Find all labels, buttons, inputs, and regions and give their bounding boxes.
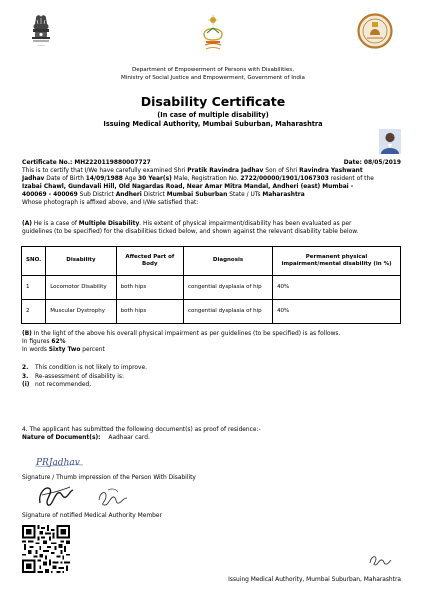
certificate-subtitle: (In case of multiple disability) (157, 111, 269, 119)
condition-text: Re-assessment of disability is: (35, 374, 124, 380)
table-cell: congential dysplasia of hip (184, 276, 273, 300)
body-text: . His extent of physical impairment/disability has been evaluated as per (139, 221, 352, 227)
condition-text: This condition is not likely to improve. (35, 365, 147, 371)
documents-line: 4. The applicant has submitted the following document(s) as proof of residence:- (22, 427, 261, 433)
state-emblem-icon (196, 14, 230, 52)
condition-3-i (22, 381, 91, 389)
body-line-5: Whose photograph is affixed above, and I/We satisfied that: (22, 200, 199, 206)
table-cell: 2 (22, 300, 46, 324)
certificate-number-label: Certificate No.: (22, 160, 73, 166)
body-text: District (141, 192, 167, 198)
sub-district: Andheri (115, 192, 142, 198)
body-text: Sub District (77, 192, 116, 198)
table-cell: both hips (116, 276, 183, 300)
table-cell: congential dysplasia of hip (184, 300, 273, 324)
national-emblem-icon (28, 14, 54, 48)
svg-text:PRJadhav: PRJadhav (36, 458, 80, 468)
table-cell: Muscular Dystrophy (46, 300, 116, 324)
certificate-title: Disability Certificate (140, 94, 286, 109)
table-header: Disability (46, 247, 116, 276)
body-line-3 (22, 183, 353, 191)
table-cell: Locomotor Disability (46, 276, 116, 300)
medical-authority-signature-2 (96, 486, 130, 508)
applicant-photo (379, 129, 401, 154)
address: Izabai Chawl, Gundavali Hill, Old Nagardas Road, Near Amar Mitra Mandal, Andheri (east) Mumbai - (22, 184, 354, 190)
condition-number: 2. (22, 365, 29, 371)
body-text: resident of the (328, 176, 374, 182)
certificate-date-label: Date: (343, 160, 362, 166)
applicant-signature (34, 454, 84, 468)
table-cell: 1 (22, 276, 46, 300)
issuing-authority-footer: Issuing Medical Authority, Mumbai Suburban, Maharashtra (228, 577, 401, 583)
applicant-name: Pratik Ravindra Jadhav (187, 168, 264, 174)
words-suffix: percent (80, 347, 105, 353)
district: Mumbai Suburban (166, 192, 228, 198)
pincode: 400069 - 400069 (22, 192, 78, 198)
body-line-2 (22, 175, 374, 183)
medical-authority-caption: Signature of notified Medical Authority Member (22, 513, 162, 519)
section-b-words (22, 346, 105, 354)
words-label: In words (22, 347, 49, 353)
body-line-1 (22, 167, 363, 175)
disability-type: Multiple Disability (78, 221, 140, 227)
section-b-label: (B) (22, 331, 32, 337)
table-cell: both hips (116, 300, 183, 324)
issuing-authority-title: Issuing Medical Authority, Mumbai Suburban, Maharashtra (103, 120, 323, 128)
words-value: Sixty Two (48, 347, 81, 353)
condition-number: 3. (22, 374, 29, 380)
header-line-1: Department of Empowerment of Persons with Disabilities, (132, 67, 294, 73)
table-cell: 40% (273, 276, 401, 300)
documents-nature (22, 434, 150, 442)
condition-text: not recommended, (35, 382, 92, 388)
age: 30 Year(s) (138, 176, 172, 182)
body-text: He is a case of (31, 221, 79, 227)
table-header: SNO. (22, 247, 46, 276)
table-header: Permanent physical impairment/mental disability (in %) (273, 247, 401, 276)
issuing-authority-signature (368, 553, 392, 567)
section-b-line-1 (22, 330, 340, 338)
qr-code-icon (22, 525, 70, 573)
svg-text:~~~: ~~~ (37, 43, 45, 47)
table-header: Diagnosis (184, 247, 273, 276)
figures-value: 62% (51, 339, 66, 345)
section-a-line-1 (22, 220, 351, 228)
section-a-line-2: guidelines (to be specified) for the disabilities ticked below, and shown against the relevant disability table below. (22, 229, 359, 235)
table-header-row (22, 247, 401, 276)
condition-3 (22, 373, 124, 381)
body-text: Son of Shri (263, 168, 300, 174)
table-header: Affected Part of Body (116, 247, 183, 276)
municipal-seal-icon (357, 13, 393, 49)
table-row (22, 300, 401, 324)
body-text: State / UTs (227, 192, 263, 198)
body-text: This is to certify that I/We have carefully examined Shri (22, 168, 188, 174)
certificate-date (344, 159, 401, 167)
section-b-figures (22, 338, 66, 346)
section-a-label: (A) (22, 221, 32, 227)
certificate-number-value: MH2220119880007727 (74, 160, 151, 166)
certificate-number (22, 159, 151, 167)
condition-2 (22, 364, 147, 372)
date-of-birth: 14/09/1988 (85, 176, 123, 182)
body-text: Age (122, 176, 139, 182)
disability-table (21, 246, 401, 324)
state: Maharashtra (262, 192, 305, 198)
body-text: In the light of the above his overall physical impairment as per guidelines (to be specified) is as follows. (31, 331, 341, 337)
table-cell: 40% (273, 300, 401, 324)
certificate-date-value: 08/05/2019 (363, 160, 401, 166)
department-header (0, 67, 426, 82)
figures-label: In figures (22, 339, 52, 345)
father-name: Ravindra Yashwant (299, 168, 363, 174)
registration-number: 2722/00000/1901/1067303 (240, 176, 329, 182)
header-line-2: Ministry of Social Justice and Empowerment, Government of India (121, 74, 305, 81)
documents-label: Nature of Document(s): (22, 435, 101, 441)
body-text: Male, Registration No. (171, 176, 241, 182)
table-row (22, 276, 401, 300)
father-surname: Jadhav (22, 176, 45, 182)
body-line-4 (22, 191, 305, 199)
applicant-signature-caption: Signature / Thumb impression of the Person With Disability (22, 475, 196, 481)
body-text: Date of Birth (44, 176, 86, 182)
documents-value: Aadhaar card. (108, 435, 150, 441)
condition-number: (i) (22, 382, 30, 388)
medical-authority-signature-1 (36, 481, 76, 509)
